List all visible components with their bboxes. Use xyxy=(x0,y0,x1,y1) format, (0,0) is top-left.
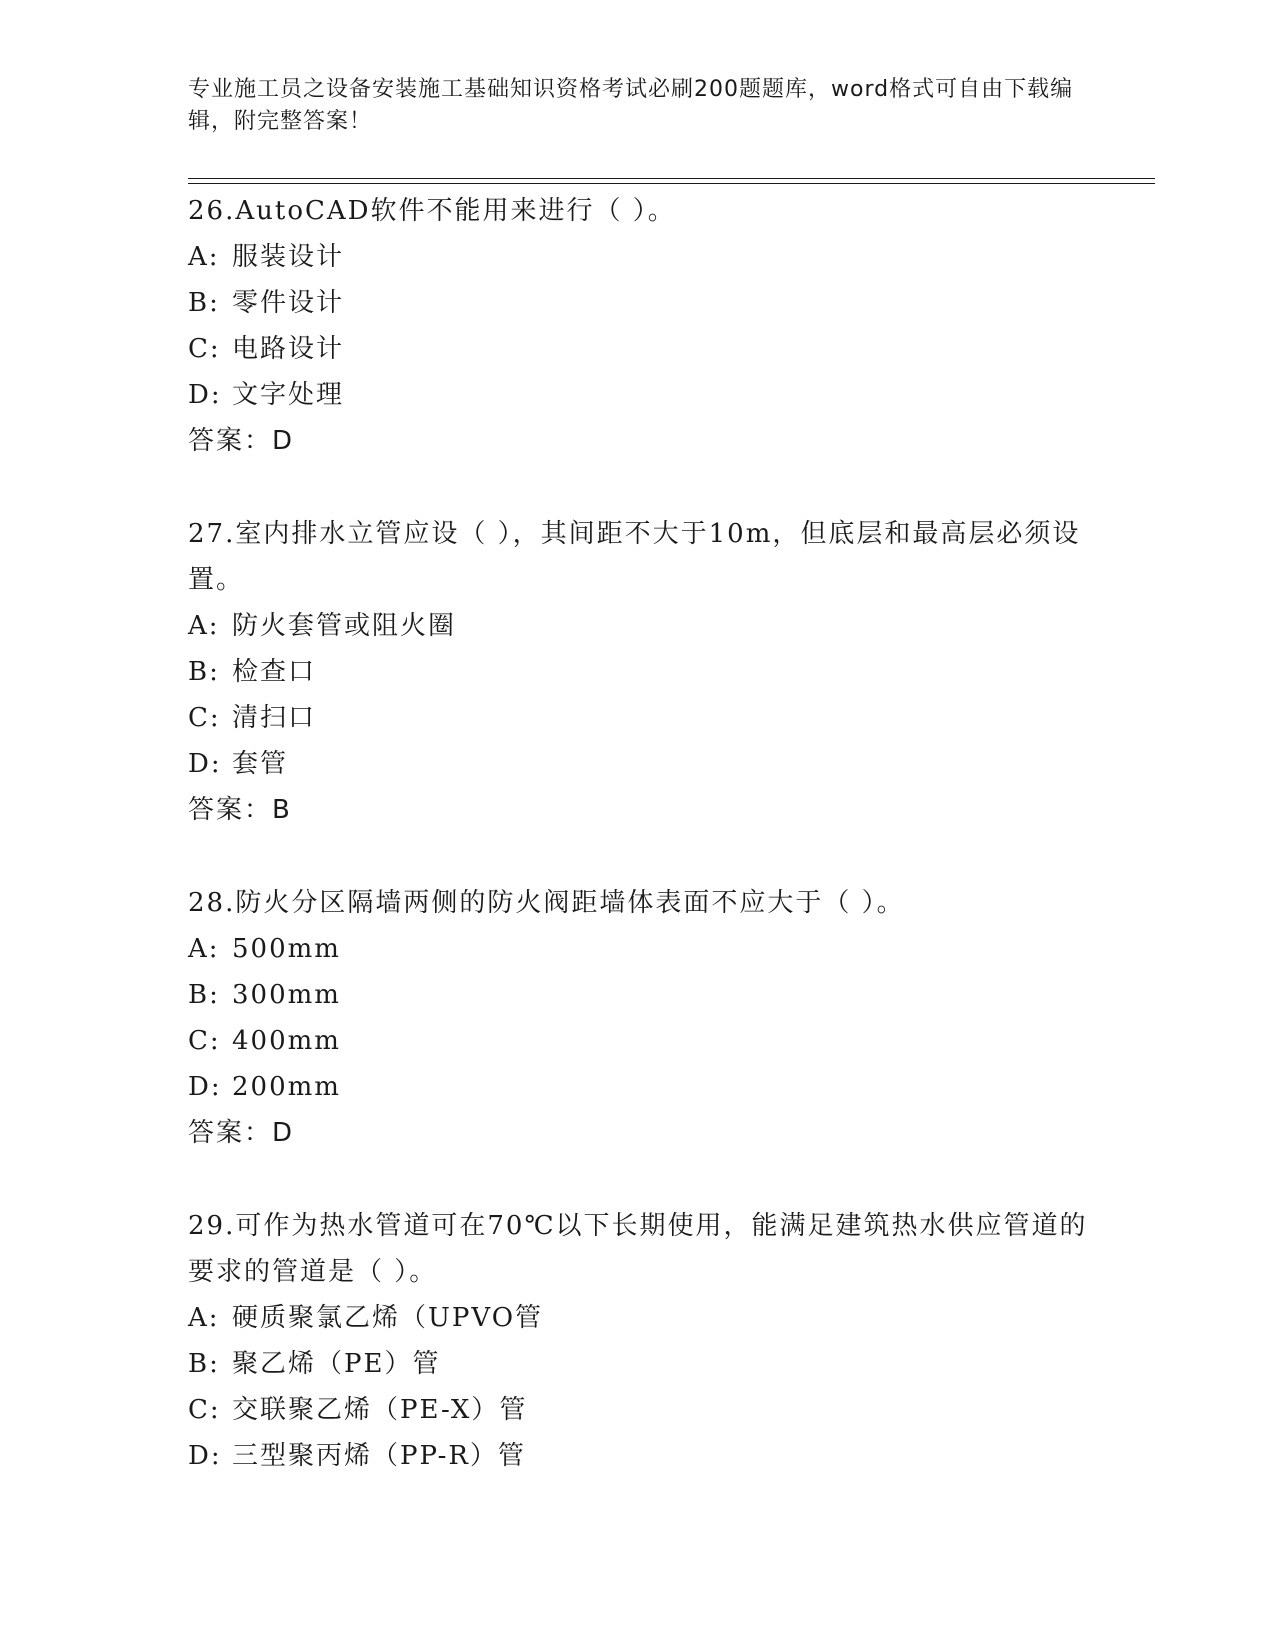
option-letter: B: xyxy=(188,288,220,318)
option-letter: A: xyxy=(188,242,220,272)
question-27 xyxy=(188,511,1088,833)
question-text: 防火分区隔墙两侧的防火阀距墙体表面不应大于（ ）。 xyxy=(235,888,905,918)
question-stem xyxy=(188,1203,1088,1295)
question-text: 可作为热水管道可在70℃以下长期使用，能满足建筑热水供应管道的要求的管道是（ ）。 xyxy=(188,1211,1088,1287)
option-a xyxy=(188,603,1088,649)
option-text: 文字处理 xyxy=(232,380,345,410)
option-c xyxy=(188,695,1088,741)
option-letter: A: xyxy=(188,934,220,964)
option-b xyxy=(188,972,1088,1018)
question-stem xyxy=(188,188,1088,234)
question-text: 室内排水立管应设（ ），其间距不大于10m，但底层和最高层必须设置。 xyxy=(188,519,1081,595)
question-number: 26. xyxy=(188,196,236,226)
option-letter: A: xyxy=(188,611,220,641)
question-29 xyxy=(188,1203,1088,1479)
option-b xyxy=(188,649,1088,695)
question-stem xyxy=(188,511,1088,603)
answer-line: 答案：D xyxy=(188,1118,295,1148)
option-text: 三型聚丙烯（PP-R）管 xyxy=(232,1441,526,1471)
option-d xyxy=(188,1433,1088,1479)
option-letter: D: xyxy=(188,1441,222,1471)
option-c xyxy=(188,1387,1088,1433)
question-number: 28. xyxy=(188,888,236,918)
option-c xyxy=(188,326,1088,372)
option-d xyxy=(188,372,1088,418)
question-list xyxy=(188,188,1088,1526)
option-a xyxy=(188,1295,1088,1341)
option-text: 聚乙烯（PE）管 xyxy=(232,1349,441,1379)
option-letter: D: xyxy=(188,380,222,410)
option-letter: A: xyxy=(188,1303,220,1333)
question-text: AutoCAD软件不能用来进行（ ）。 xyxy=(235,196,676,226)
option-b xyxy=(188,1341,1088,1387)
header-text: 专业施工员之设备安装施工基础知识资格考试必刷200题题库，word格式可自由下载编辑，附完整答案！ xyxy=(188,77,1074,134)
option-letter: B: xyxy=(188,1349,220,1379)
option-a xyxy=(188,926,1088,972)
question-number: 29. xyxy=(188,1211,236,1241)
option-text: 检查口 xyxy=(232,657,317,687)
answer-line: 答案：B xyxy=(188,795,292,825)
option-text: 防火套管或阻火圈 xyxy=(232,611,457,641)
answer-line: 答案：D xyxy=(188,426,295,456)
option-text: 200mm xyxy=(232,1072,341,1102)
question-26 xyxy=(188,188,1088,464)
option-letter: B: xyxy=(188,980,220,1010)
option-text: 电路设计 xyxy=(232,334,345,364)
option-text: 清扫口 xyxy=(232,703,317,733)
option-letter: C: xyxy=(188,1395,221,1425)
option-letter: C: xyxy=(188,703,221,733)
option-a xyxy=(188,234,1088,280)
option-letter: D: xyxy=(188,1072,222,1102)
header-divider-bottom xyxy=(188,183,1155,184)
option-letter: C: xyxy=(188,334,221,364)
option-text: 400mm xyxy=(232,1026,341,1056)
option-b xyxy=(188,280,1088,326)
option-letter: B: xyxy=(188,657,220,687)
option-text: 300mm xyxy=(232,980,341,1010)
question-number: 27. xyxy=(188,519,236,549)
question-28 xyxy=(188,880,1088,1156)
option-text: 硬质聚氯乙烯（UPVO管 xyxy=(232,1303,544,1333)
option-d xyxy=(188,741,1088,787)
option-text: 服装设计 xyxy=(232,242,345,272)
question-stem xyxy=(188,880,1088,926)
option-text: 套管 xyxy=(232,749,289,779)
option-text: 零件设计 xyxy=(232,288,345,318)
document-header xyxy=(188,74,1088,138)
option-text: 500mm xyxy=(232,934,341,964)
option-letter: C: xyxy=(188,1026,221,1056)
option-c xyxy=(188,1018,1088,1064)
option-d xyxy=(188,1064,1088,1110)
header-divider-top xyxy=(188,178,1155,179)
option-letter: D: xyxy=(188,749,222,779)
option-text: 交联聚乙烯（PE-X）管 xyxy=(232,1395,528,1425)
